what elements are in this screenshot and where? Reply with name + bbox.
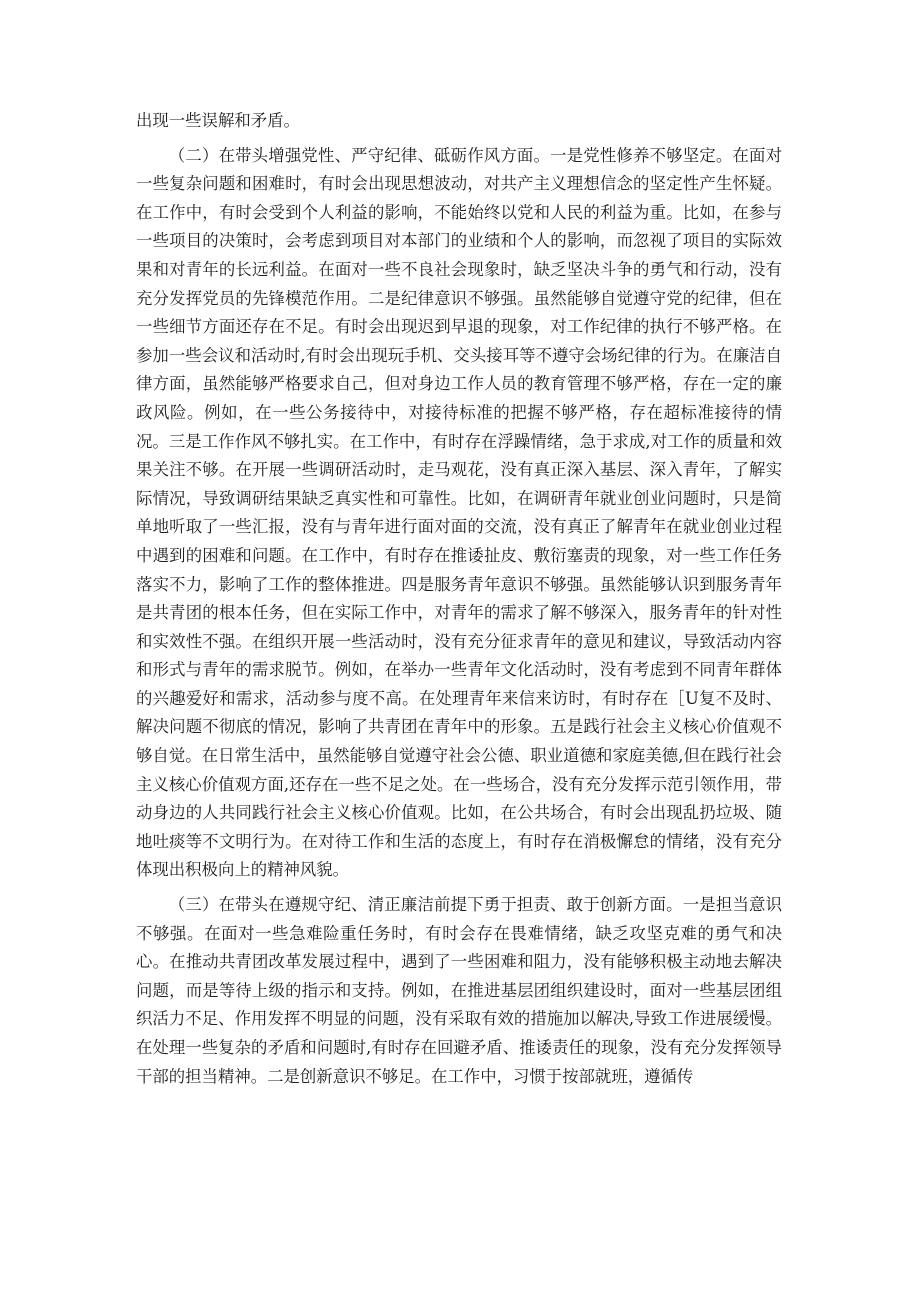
- paragraph-continuation: 出现一些误解和矛盾。: [136, 111, 300, 130]
- paragraph-section-three: （三）在带头在遵规守纪、清正廉洁前提下勇于担责、敢于创新方面。一是担当意识不够强。在面对一些急难险重任务时，有时会存在畏难情绪，缺乏攻坚克难的勇气和决心。在推动共青团改革发展过程中，遇到了一些困难和阻力，没有能够积极主动地去解决问题，而是等待上级的指示和支持。例如，在推进基层团组织建设时，面对一些基层团组织活力不足、作用发挥不明显的问题，没有采取有效的措施加以解决,导致工作进展缓慢。在处理一些复杂的矛盾和问题时,有时存在回避矛盾、推诿责任的现象，没有充分发挥领导干部的担当精神。二是创新意识不够足。在工作中，习惯于按部就班，遵循传: [136, 895, 782, 1086]
- paragraph-section-two: （二）在带头增强党性、严守纪律、砥砺作风方面。一是党性修养不够坚定。在面对一些复杂问题和困难时，有时会出现思想波动，对共产主义理想信念的坚定性产生怀疑。在工作中，有时会受到个人利益的影响，不能始终以党和人民的利益为重。比如，在参与一些项目的决策时，会考虑到项目对本部门的业绩和个人的影响，而忽视了项目的实际效果和对青年的长远利益。在面对一些不良社会现象时，缺乏坚决斗争的勇气和行动，没有充分发挥党员的先锋模范作用。二是纪律意识不够强。虽然能够自觉遵守党的纪律，但在一些细节方面还存在不足。有时会出现迟到早退的现象，对工作纪律的执行不够严格。在参加一些会议和活动时,有时会出现玩手机、交头接耳等不遵守会场纪律的行为。在廉洁自律方面，虽然能够严格要求自己，但对身边工作人员的教育管理不够严格，存在一定的廉政风险。例如，在一些公务接待中，对接待标准的把握不够严格，存在超标准接待的情况。三是工作作风不够扎实。在工作中，有时存在浮躁情绪，急于求成,对工作的质量和效果关注不够。在开展一些调研活动时，走马观花，没有真正深入基层、深入青年，了解实际情况，导致调研结果缺乏真实性和可靠性。比如，在调研青年就业创业问题时，只是简单地听取了一些汇报，没有与青年进行面对面的交流，没有真正了解青年在就业创业过程中遇到的困难和问题。在工作中，有时存在推诿扯皮、敷衍塞责的现象，对一些工作任务落实不力，影响了工作的整体推进。四是服务青年意识不够强。虽然能够认识到服务青年是共青团的根本任务，但在实际工作中，对青年的需求了解不够深入，服务青年的针对性和实效性不强。在组织开展一些活动时，没有充分征求青年的意见和建议，导致活动内容和形式与青年的需求脱节。例如，在举办一些青年文化活动时，没有考虑到不同青年群体的兴趣爱好和需求，活动参与度不高。在处理青年来信来访时，有时存在［U复不及时、解决问题不彻底的情况，影响了共青团在青年中的形象。五是践行社会主义核心价值观不够自觉。在日常生活中，虽然能够自觉遵守社会公德、职业道德和家庭美德,但在践行社会主义核心价值观方面,还存在一些不足之处。在一些场合，没有充分发挥示范引领作用，带动身边的人共同践行社会主义核心价值观。比如，在公共场合，有时会出现乱扔垃圾、随地吐痰等不文明行为。在对待工作和生活的态度上，有时存在消极懈怠的情绪，没有充分体现出积极向上的精神风貌。: [136, 145, 782, 880]
- document-page: [136, 107, 782, 1091]
